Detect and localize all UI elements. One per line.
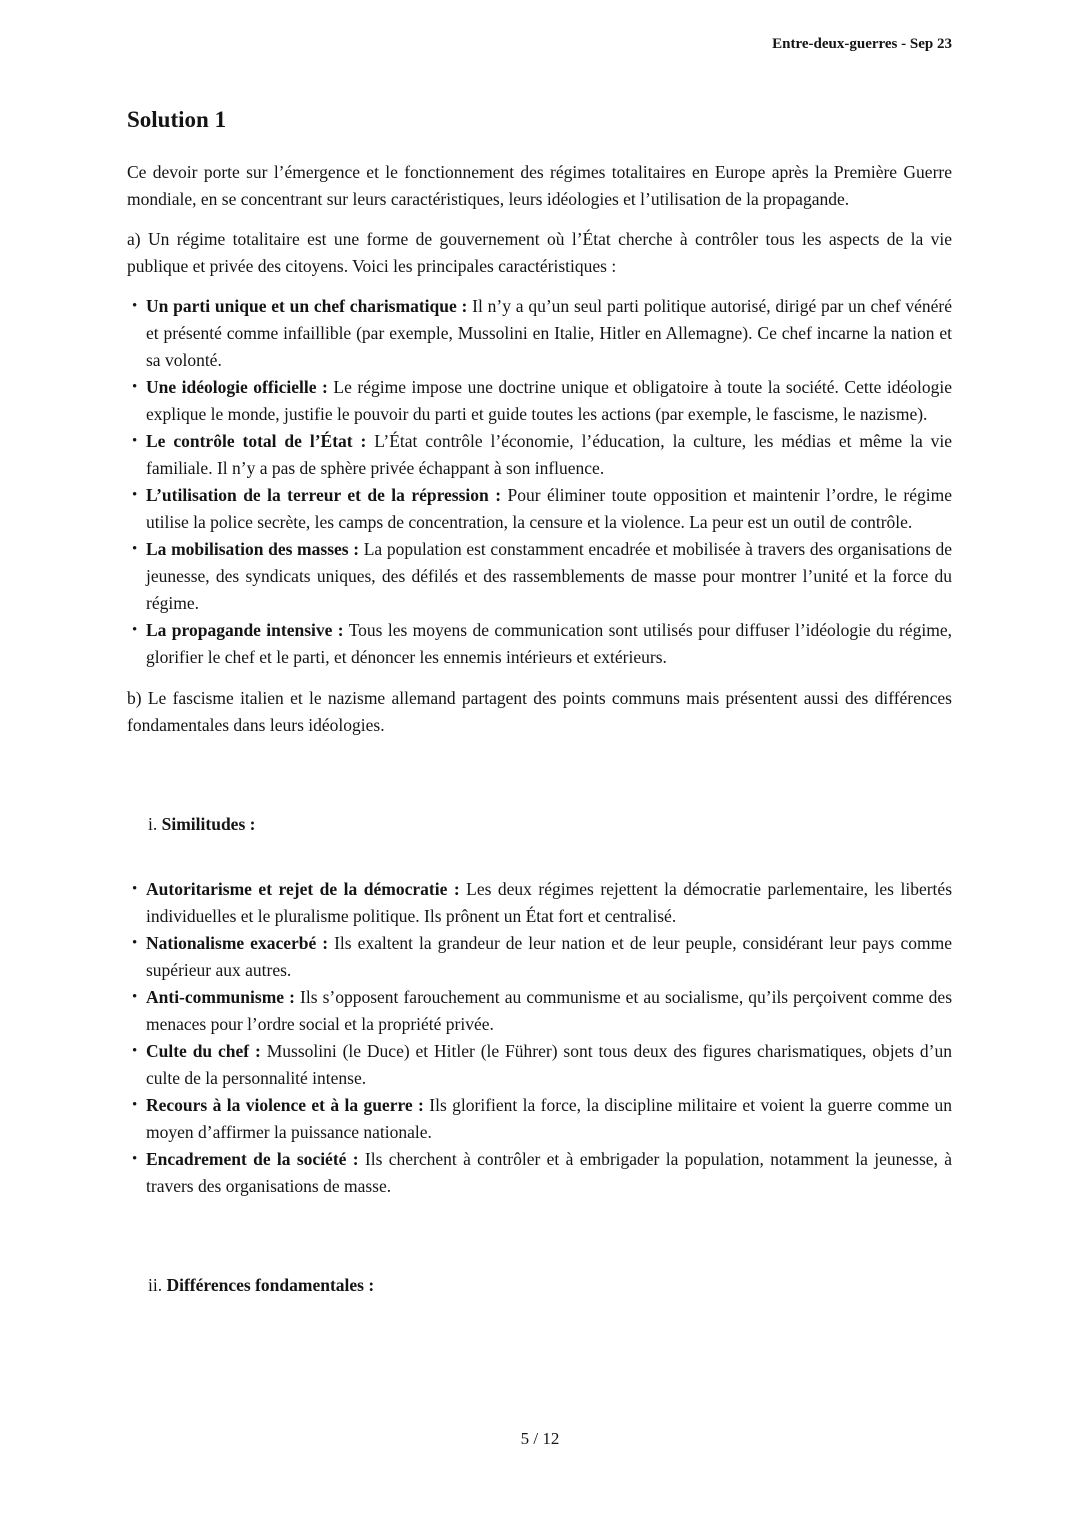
part-a-paragraph: a) Un régime totalitaire est une forme de gouvernement où l’État cherche à contrôler tous les aspects de la vie publique et privée des citoyens. Voici les principales caractéristiques : <box>127 229 952 276</box>
bullet-icon: • <box>132 881 138 897</box>
subsection-numeral: ii. <box>148 1275 163 1295</box>
header-label: Entre-deux-guerres - Sep 23 <box>772 36 952 52</box>
list-item-text: Ils glorifient la force, la discipline militaire et voient la guerre comme un moyen d’affirmer la puissance nationale. <box>146 1095 953 1142</box>
list-item-text: Tous les moyens de communication sont utilisés pour diffuser l’idéologie du régime, glorifier le chef et le parti, et dénoncer les ennemis intérieurs et extérieurs. <box>146 620 952 667</box>
list-item-term: Le contrôle total de l’État : <box>146 431 367 451</box>
subsection-numeral: i. <box>148 814 158 834</box>
list-item-text: La population est constamment encadrée et mobilisée à travers des organisations de jeunesse, des syndicats uniques, des défilés et des rassemblements de masse pour montrer l’unité et la force du régime. <box>146 539 953 613</box>
bullet-icon: • <box>132 298 138 314</box>
list-item <box>127 1038 952 1092</box>
bullet-icon: • <box>132 1151 138 1167</box>
bullet-icon: • <box>132 541 138 557</box>
bullet-icon: • <box>132 487 138 503</box>
page-number: 5 / 12 <box>520 1429 560 1448</box>
bullet-icon: • <box>132 433 138 449</box>
list-item-text: Ils exaltent la grandeur de leur nation et de leur peuple, considérant leur pays comme supérieur aux autres. <box>146 933 952 980</box>
subsection-label: Similitudes : <box>161 814 256 834</box>
list-item-text: Il n’y a qu’un seul parti politique autorisé, dirigé par un chef vénéré et présenté comme infaillible (par exemple, Mussolini en Italie, Hitler en Allemagne). Ce chef incarne la nation et sa volonté. <box>146 296 952 370</box>
intro-paragraph: Ce devoir porte sur l’émergence et le fonctionnement des régimes totalitaires en Europe après la Première Guerre mondiale, en se concentrant sur leurs caractéristiques, leurs idéologies et l’utilisation de la propagande. <box>127 162 952 209</box>
list-item <box>127 984 952 1038</box>
list-item <box>127 293 952 374</box>
list-item-term: Recours à la violence et à la guerre : <box>146 1095 424 1115</box>
list-item-term: La propagande intensive : <box>146 620 344 640</box>
list-item-text: Les deux régimes rejettent la démocratie parlementaire, les libertés individuelles et le pluralisme politique. Ils prônent un État fort et centralisé. <box>146 879 953 926</box>
bullet-icon: • <box>132 379 138 395</box>
list-item-term: Autoritarisme et rejet de la démocratie : <box>146 879 460 899</box>
list-item-text: Ils s’opposent farouchement au communisme et au socialisme, qu’ils perçoivent comme des menaces pour l’ordre social et la propriété privée. <box>146 987 952 1034</box>
list-item-term: La mobilisation des masses : <box>146 539 360 559</box>
bullet-icon: • <box>132 989 138 1005</box>
list-item-text: Le régime impose une doctrine unique et obligatoire à toute la société. Cette idéologie explique le monde, justifie le pouvoir du parti et guide toutes les actions (par exemple, le fascisme, le nazisme). <box>146 377 953 424</box>
list-item-text: L’État contrôle l’économie, l’éducation, la culture, les médias et même la vie familiale. Il n’y a pas de sphère privée échappant à son influence. <box>146 431 953 478</box>
list-item <box>127 876 952 930</box>
list-item-term: Nationalisme exacerbé : <box>146 933 329 953</box>
list-item-term: L’utilisation de la terreur et de la répression : <box>146 485 502 505</box>
page-header <box>127 36 952 53</box>
list-item-term: Culte du chef : <box>146 1041 261 1061</box>
list-item <box>127 930 952 984</box>
list-item-text: Ils cherchent à contrôler et à embrigader la population, notamment la jeunesse, à travers des organisations de masse. <box>146 1149 952 1196</box>
list-item-term: Une idéologie officielle : <box>146 377 328 397</box>
list-item <box>127 374 952 428</box>
list-item-term: Anti-communisme : <box>146 987 295 1007</box>
list-item <box>127 482 952 536</box>
list-item-text: Pour éliminer toute opposition et maintenir l’ordre, le régime utilise la police secrète, les camps de concentration, la censure et la violence. La peur est un outil de contrôle. <box>146 485 953 532</box>
list-item <box>127 1092 952 1146</box>
subsection-similitudes-heading <box>127 811 952 838</box>
part-b-paragraph: b) Le fascisme italien et le nazisme allemand partagent des points communs mais présentent aussi des différences fondamentales dans leurs idéologies. <box>127 688 952 735</box>
subsection-label: Différences fondamentales : <box>166 1275 375 1295</box>
similitudes-list <box>127 876 952 1200</box>
list-item <box>127 428 952 482</box>
list-item-term: Encadrement de la société : <box>146 1149 359 1169</box>
bullet-icon: • <box>132 1097 138 1113</box>
bullet-icon: • <box>132 935 138 951</box>
list-item <box>127 536 952 617</box>
list-item-text: Mussolini (le Duce) et Hitler (le Führer) sont tous deux des figures charismatiques, objets d’un culte de la personnalité intense. <box>146 1041 952 1088</box>
page-title: Solution 1 <box>127 107 227 132</box>
list-item <box>127 1146 952 1200</box>
characteristics-list <box>127 293 952 671</box>
bullet-icon: • <box>132 1043 138 1059</box>
bullet-icon: • <box>132 622 138 638</box>
list-item <box>127 617 952 671</box>
page-footer <box>0 1429 1080 1449</box>
subsection-differences-heading <box>127 1272 952 1299</box>
list-item-term: Un parti unique et un chef charismatique : <box>146 296 468 316</box>
